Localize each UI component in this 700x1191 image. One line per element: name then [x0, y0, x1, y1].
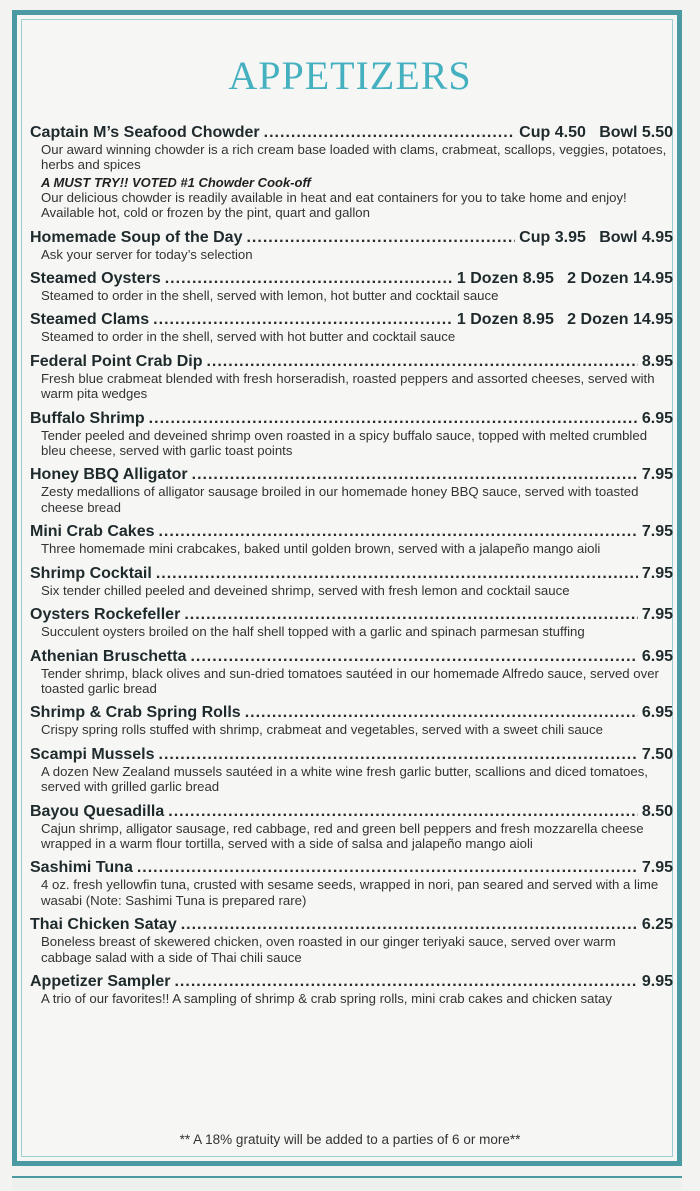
menu-item-description: Boneless breast of skewered chicken, oven roasted in our ginger teriyaki sauce, served over warm cabbage salad with a side of Thai chili sauce: [41, 934, 616, 965]
menu-item: [30, 565, 673, 598]
menu-item: [30, 648, 673, 697]
menu-item-name: Mini Crab Cakes: [30, 523, 155, 541]
dot-leader: [246, 229, 515, 247]
menu-item: [30, 124, 673, 221]
menu-item-description: 4 oz. fresh yellowfin tuna, crusted with sesame seeds, wrapped in nori, pan seared and served with a lime wasabi (Note: Sashimi Tuna is prepared rare): [41, 877, 659, 908]
menu-item-header: [30, 466, 673, 484]
menu-item-name: Shrimp Cocktail: [30, 564, 152, 582]
dot-leader: [137, 859, 638, 877]
menu-item: [30, 270, 673, 303]
menu-item: [30, 606, 673, 639]
menu-item-name: Appetizer Sampler: [30, 972, 171, 990]
menu-item-price: 7.95: [641, 523, 673, 541]
menu-item-name: Steamed Oysters: [30, 270, 161, 288]
menu-item-price: 7.95: [641, 606, 673, 624]
menu-item-header: [30, 229, 673, 247]
dot-leader: [165, 270, 453, 288]
menu-item-description: Fresh blue crabmeat blended with fresh horseradish, roasted peppers and assorted cheeses, served with warm pita wedges: [41, 370, 655, 402]
menu-item: [30, 859, 673, 908]
dot-leader: [149, 410, 638, 428]
dot-leader: [264, 124, 516, 142]
dot-leader: [156, 565, 638, 583]
menu-item: [30, 229, 673, 262]
menu-item-description: Zesty medallions of alligator sausage broiled in our homemade honey BBQ sauce, served with toasted cheese bread: [41, 484, 639, 515]
menu-item-header: [30, 565, 673, 583]
gratuity-footnote: ** A 18% gratuity will be added to a parties of 6 or more**: [179, 1132, 521, 1147]
menu-item-description: Steamed to order in the shell, served with hot butter and cocktail sauce: [41, 329, 456, 345]
dot-leader: [158, 523, 637, 541]
dot-leader: [192, 466, 638, 484]
dot-leader: [190, 648, 637, 666]
menu-item-name: Scampi Mussels: [30, 745, 155, 763]
dot-leader: [153, 311, 453, 329]
menu-item-price: 9.95: [641, 972, 673, 990]
menu-item-name: Captain M’s Seafood Chowder: [30, 124, 260, 141]
menu-item-price: 8.95: [641, 352, 673, 370]
menu-item-description: Tender peeled and deveined shrimp oven roasted in a spicy buffalo sauce, topped with melted crumbled bleu cheese, served with garlic toast points: [41, 427, 648, 459]
bottom-page-strip: [12, 1176, 682, 1190]
menu-item-name: Thai Chicken Satay: [30, 916, 177, 934]
menu-item-name: Buffalo Shrimp: [30, 409, 145, 427]
menu-item-header: [30, 270, 673, 288]
menu-item-description: Succulent oysters broiled on the half shell topped with a garlic and spinach parmesan stuffing: [41, 624, 585, 640]
menu-item-list: [30, 124, 673, 1014]
menu-item: [30, 311, 673, 344]
menu-item-header: [30, 648, 673, 666]
menu-item-price: 7.95: [641, 859, 673, 877]
dot-leader: [168, 803, 638, 821]
menu-item-price: 6.95: [641, 647, 673, 665]
menu-item: [30, 466, 673, 515]
menu-item-name: Honey BBQ Alligator: [30, 466, 188, 484]
chowder-takehome-description: Our delicious chowder is readily available in heat and eat containers for you to take home and enjoy! Available hot, cold or frozen by the pint, quart and gallon: [41, 189, 627, 221]
menu-item-header: [30, 410, 673, 428]
menu-item: [30, 353, 673, 402]
menu-item-description: Our award winning chowder is a rich cream base loaded with clams, crabmeat, scallops, veggies, potatoes, herbs and spices: [41, 142, 667, 173]
menu-item-header: [30, 746, 673, 764]
menu-item: [30, 704, 673, 737]
menu-item-name: Steamed Clams: [30, 311, 150, 329]
dot-leader: [245, 704, 638, 722]
dot-leader: [184, 606, 638, 624]
menu-item-name: Sashimi Tuna: [30, 859, 133, 877]
chowder-award-note: A MUST TRY!! VOTED #1 Chowder Cook-off: [41, 174, 311, 190]
dot-leader: [206, 353, 637, 371]
menu-item-header: [30, 523, 673, 541]
menu-item-price: 6.25: [641, 916, 673, 934]
menu-item-description: Cajun shrimp, alligator sausage, red cabbage, red and green bell peppers and fresh mozzarella cheese wrapped in a warm flour tortilla, served with a side of salsa and jalapeño mango aioli: [41, 820, 644, 851]
menu-item-header: [30, 311, 673, 329]
menu-item-description: Three homemade mini crabcakes, baked until golden brown, served with a jalapeño mango aioli: [41, 541, 601, 557]
menu-item-price: 8.50: [641, 802, 673, 820]
menu-item-header: [30, 606, 673, 624]
menu-item-name: Athenian Bruschetta: [30, 647, 187, 665]
menu-item-header: [30, 859, 673, 877]
section-title: APPETIZERS: [228, 53, 472, 98]
menu-item-price: 7.95: [641, 466, 673, 484]
menu-item-price: Cup 4.50 Bowl 5.50: [519, 124, 673, 141]
menu-item: [30, 410, 673, 459]
menu-item-header: [30, 916, 673, 934]
dot-leader: [174, 973, 637, 991]
menu-item-price: 1 Dozen 8.95 2 Dozen 14.95: [456, 270, 673, 288]
menu-item-description: Six tender chilled peeled and deveined shrimp, served with fresh lemon and cocktail sauce: [41, 582, 570, 598]
menu-item-price: Cup 3.95 Bowl 4.95: [519, 228, 673, 246]
dot-leader: [181, 916, 638, 934]
menu-item-description: A dozen New Zealand mussels sautéed in a white wine fresh garlic butter, scallions and diced tomatoes, served with grilled garlic bread: [41, 763, 648, 795]
menu-item-description: A trio of our favorites!! A sampling of shrimp & crab spring rolls, mini crab cakes and chicken satay: [41, 990, 612, 1006]
menu-item-header: [30, 973, 673, 991]
menu-item-header: [30, 704, 673, 722]
menu-item-description: Steamed to order in the shell, served with lemon, hot butter and cocktail sauce: [41, 288, 499, 304]
menu-item: [30, 746, 673, 795]
menu-item-name: Shrimp & Crab Spring Rolls: [30, 704, 241, 722]
menu-item-price: 6.95: [641, 409, 673, 427]
menu-item: [30, 523, 673, 556]
dot-leader: [159, 746, 638, 764]
menu-item-header: [30, 803, 673, 821]
menu-item-price: 7.95: [641, 564, 673, 582]
menu-item: [30, 803, 673, 852]
menu-item-name: Homemade Soup of the Day: [30, 228, 243, 246]
menu-item-description: Tender shrimp, black olives and sun-dried tomatoes sautéed in our homemade Alfredo sauce, served over toasted garlic bread: [41, 665, 659, 696]
menu-item-price: 7.50: [641, 745, 673, 763]
menu-item: [30, 916, 673, 965]
menu-item-header: [30, 124, 673, 142]
menu-item-header: [30, 353, 673, 371]
menu-item-name: Federal Point Crab Dip: [30, 352, 203, 370]
menu-item-name: Oysters Rockefeller: [30, 606, 181, 624]
menu-item-description: Ask your server for today’s selection: [41, 246, 253, 262]
menu-item: [30, 973, 673, 1006]
menu-item-price: 1 Dozen 8.95 2 Dozen 14.95: [456, 311, 673, 329]
menu-item-name: Bayou Quesadilla: [30, 802, 165, 820]
menu-item-price: 6.95: [641, 704, 673, 722]
menu-item-description: Crispy spring rolls stuffed with shrimp, crabmeat and vegetables, served with a sweet chili sauce: [41, 722, 603, 738]
